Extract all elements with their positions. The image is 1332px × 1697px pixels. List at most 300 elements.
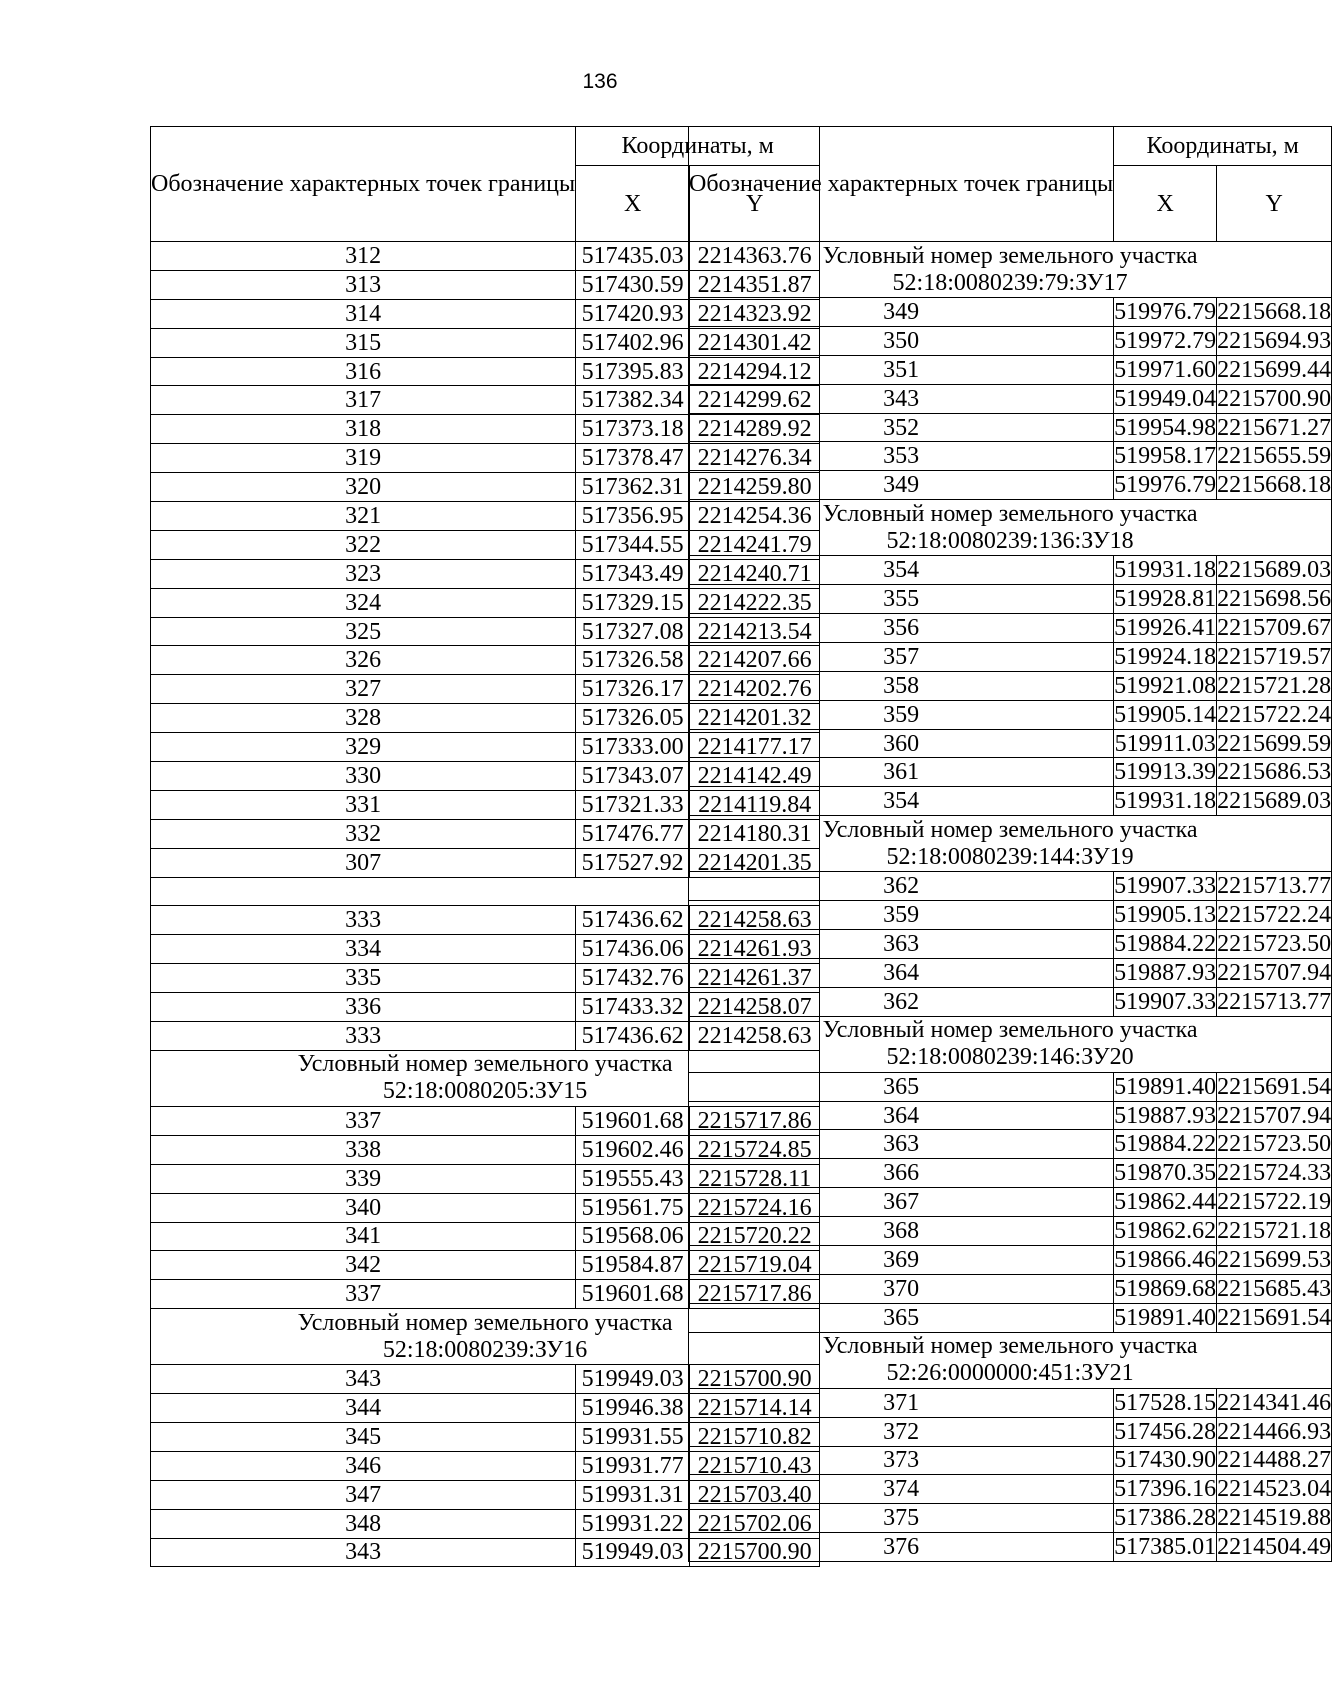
header-point-label: Обозначение характерных точек границы bbox=[151, 127, 576, 242]
cell-y: 2214341.46 bbox=[1217, 1389, 1332, 1416]
cell-y: 2215691.54 bbox=[1217, 1073, 1332, 1100]
cell-y: 2215714.14 bbox=[690, 1394, 820, 1423]
table-row bbox=[689, 1533, 1332, 1562]
cell-x: 519921.08 bbox=[1114, 672, 1217, 699]
table-row bbox=[689, 556, 1332, 585]
cell-y: 2215713.77 bbox=[1217, 873, 1332, 900]
cell-y: 2215709.67 bbox=[1217, 614, 1332, 641]
cell-point: 318 bbox=[151, 415, 576, 444]
cell-point: 312 bbox=[151, 242, 576, 271]
cell-x: 517344.55 bbox=[576, 530, 690, 559]
cell-y: 2214299.62 bbox=[690, 386, 820, 415]
cell-x: 517326.17 bbox=[576, 675, 690, 704]
cell-point: 338 bbox=[151, 1135, 576, 1164]
cell-point: 357 bbox=[689, 642, 1114, 671]
section-header-row bbox=[689, 1016, 1332, 1072]
cell-y: 2215707.94 bbox=[1217, 959, 1332, 986]
cell-y: 2215710.43 bbox=[690, 1451, 820, 1480]
cell-x: 519926.41 bbox=[1114, 614, 1217, 641]
cell-x: 519602.46 bbox=[576, 1135, 690, 1164]
section-header-row bbox=[689, 500, 1332, 556]
table-row bbox=[689, 1417, 1332, 1446]
cell-x: 517436.62 bbox=[576, 906, 690, 935]
cell-point: 360 bbox=[689, 729, 1114, 758]
cell-x: 517396.16 bbox=[1114, 1476, 1217, 1503]
cell-y: 2215722.19 bbox=[1217, 1189, 1332, 1216]
cell-point: 340 bbox=[151, 1193, 576, 1222]
cell-x: 519949.03 bbox=[576, 1365, 690, 1394]
cell-x: 519887.93 bbox=[1114, 959, 1217, 986]
section-header-row bbox=[689, 816, 1332, 872]
cell-y: 2214142.49 bbox=[690, 762, 820, 791]
table-row bbox=[689, 700, 1332, 729]
cell-x: 517433.32 bbox=[576, 993, 690, 1022]
cell-x: 517356.95 bbox=[576, 502, 690, 531]
table-row bbox=[689, 1388, 1332, 1417]
cell-y: 2214177.17 bbox=[690, 733, 820, 762]
cell-point: 366 bbox=[689, 1159, 1114, 1188]
cell-point: 363 bbox=[689, 930, 1114, 959]
cell-y: 2214258.63 bbox=[690, 1022, 820, 1051]
cell-y: 2214289.92 bbox=[690, 415, 820, 444]
cell-y: 2214240.71 bbox=[690, 559, 820, 588]
table-row bbox=[689, 872, 1332, 901]
cell-point: 329 bbox=[151, 733, 576, 762]
cell-point: 316 bbox=[151, 357, 576, 386]
cell-x: 519905.14 bbox=[1114, 701, 1217, 728]
table-row bbox=[689, 987, 1332, 1016]
cell-point: 349 bbox=[689, 298, 1114, 327]
section-cadastral-number: 52:26:0000000:451:ЗУ21 bbox=[886, 1360, 1134, 1387]
header-coords-label: Координаты, м bbox=[576, 127, 820, 166]
header-x-label: X bbox=[576, 166, 690, 242]
cell-point: 362 bbox=[689, 987, 1114, 1016]
cell-point: 326 bbox=[151, 646, 576, 675]
cell-x: 517362.31 bbox=[576, 473, 690, 502]
cell-point: 350 bbox=[689, 326, 1114, 355]
cell-y: 2214207.66 bbox=[690, 646, 820, 675]
table-row bbox=[689, 1217, 1332, 1246]
cell-y: 2214519.88 bbox=[1217, 1505, 1332, 1532]
table-row bbox=[689, 413, 1332, 442]
cell-y: 2214301.42 bbox=[690, 328, 820, 357]
cell-x: 519568.06 bbox=[576, 1222, 690, 1251]
cell-point: 365 bbox=[689, 1072, 1114, 1101]
table-row bbox=[689, 1159, 1332, 1188]
cell-y: 2214119.84 bbox=[690, 790, 820, 819]
cell-x: 519905.13 bbox=[1114, 902, 1217, 929]
cell-point: 365 bbox=[689, 1303, 1114, 1332]
cell-x: 519862.44 bbox=[1114, 1189, 1217, 1216]
table-row bbox=[689, 671, 1332, 700]
cell-y: 2214222.35 bbox=[690, 588, 820, 617]
cell-x: 517343.07 bbox=[576, 762, 690, 791]
cell-x: 517386.28 bbox=[1114, 1505, 1217, 1532]
section-title: Условный номер земельного участка bbox=[822, 242, 1198, 269]
cell-x: 519931.18 bbox=[1114, 557, 1217, 584]
cell-y: 2215702.06 bbox=[690, 1509, 820, 1538]
cell-x: 517430.90 bbox=[1114, 1447, 1217, 1474]
cell-y: 2215689.03 bbox=[1217, 788, 1332, 815]
cell-point: 364 bbox=[689, 958, 1114, 987]
cell-x: 519931.22 bbox=[576, 1509, 690, 1538]
cell-point: 345 bbox=[151, 1422, 576, 1451]
cell-point: 337 bbox=[151, 1106, 576, 1135]
cell-x: 517527.92 bbox=[576, 848, 690, 877]
cell-point: 353 bbox=[689, 442, 1114, 471]
cell-x: 517343.49 bbox=[576, 559, 690, 588]
cell-x: 519949.03 bbox=[576, 1538, 690, 1567]
cell-y: 2215655.59 bbox=[1217, 443, 1332, 470]
cell-x: 517436.06 bbox=[576, 935, 690, 964]
cell-point: 370 bbox=[689, 1274, 1114, 1303]
cell-y: 2214504.49 bbox=[1217, 1534, 1332, 1561]
cell-point: 364 bbox=[689, 1101, 1114, 1130]
cell-y: 2215719.04 bbox=[690, 1251, 820, 1280]
cell-y: 2215724.16 bbox=[690, 1193, 820, 1222]
cell-point: 373 bbox=[689, 1446, 1114, 1475]
cell-y: 2215691.54 bbox=[1217, 1304, 1332, 1331]
cell-x: 519907.33 bbox=[1114, 873, 1217, 900]
cell-x: 519976.79 bbox=[1114, 472, 1217, 499]
table-row bbox=[689, 1188, 1332, 1217]
section-title: Условный номер земельного участка bbox=[822, 500, 1198, 527]
cell-x: 517395.83 bbox=[576, 357, 690, 386]
cell-y: 2214323.92 bbox=[690, 299, 820, 328]
cell-point: 324 bbox=[151, 588, 576, 617]
cell-y: 2214213.54 bbox=[690, 617, 820, 646]
cell-y: 2214201.35 bbox=[690, 848, 820, 877]
section-header bbox=[689, 242, 1332, 298]
table-row bbox=[689, 1303, 1332, 1332]
cell-point: 314 bbox=[151, 299, 576, 328]
cell-x: 519931.18 bbox=[1114, 788, 1217, 815]
cell-point: 346 bbox=[151, 1451, 576, 1480]
table-row bbox=[689, 1446, 1332, 1475]
table-row bbox=[689, 1274, 1332, 1303]
cell-point: 321 bbox=[151, 502, 576, 531]
header-coords-label: Координаты, м bbox=[1114, 127, 1332, 166]
cell-x: 519972.79 bbox=[1114, 327, 1217, 354]
cell-x: 519907.33 bbox=[1114, 988, 1217, 1015]
section-cadastral-number: 52:18:0080239:144:ЗУ19 bbox=[886, 843, 1134, 870]
table-row bbox=[689, 729, 1332, 758]
cell-x: 519584.87 bbox=[576, 1251, 690, 1280]
cell-point: 355 bbox=[689, 585, 1114, 614]
cell-y: 2215728.11 bbox=[690, 1164, 820, 1193]
cell-y: 2214180.31 bbox=[690, 819, 820, 848]
cell-x: 517430.59 bbox=[576, 270, 690, 299]
cell-x: 519911.03 bbox=[1114, 730, 1216, 757]
cell-x: 519958.17 bbox=[1114, 443, 1217, 470]
cell-point: 330 bbox=[151, 762, 576, 791]
cell-point: 369 bbox=[689, 1246, 1114, 1275]
cell-point: 359 bbox=[689, 700, 1114, 729]
cell-point: 367 bbox=[689, 1188, 1114, 1217]
cell-point: 313 bbox=[151, 270, 576, 299]
cell-x: 519946.38 bbox=[576, 1394, 690, 1423]
cell-x: 517420.93 bbox=[576, 299, 690, 328]
cell-x: 519887.93 bbox=[1114, 1102, 1217, 1129]
table-row bbox=[689, 471, 1332, 500]
cell-y: 2215710.82 bbox=[690, 1422, 820, 1451]
cell-x: 519891.40 bbox=[1114, 1304, 1217, 1331]
cell-y: 2214261.93 bbox=[690, 935, 820, 964]
cell-point: 339 bbox=[151, 1164, 576, 1193]
cell-y: 2214258.07 bbox=[690, 993, 820, 1022]
cell-y: 2215699.53 bbox=[1217, 1246, 1332, 1273]
table-body-right bbox=[689, 242, 1332, 1562]
cell-point: 333 bbox=[151, 906, 576, 935]
cell-y: 2214466.93 bbox=[1217, 1418, 1332, 1445]
cell-point: 371 bbox=[689, 1388, 1114, 1417]
cell-point: 315 bbox=[151, 328, 576, 357]
cell-y: 2215722.24 bbox=[1217, 902, 1332, 929]
cell-y: 2215699.59 bbox=[1217, 730, 1332, 757]
cell-point: 333 bbox=[151, 1022, 576, 1051]
table-row bbox=[689, 1130, 1332, 1159]
cell-y: 2214259.80 bbox=[690, 473, 820, 502]
table-row bbox=[689, 642, 1332, 671]
table-row bbox=[689, 958, 1332, 987]
cell-y: 2215686.53 bbox=[1217, 759, 1332, 786]
cell-y: 2215700.90 bbox=[690, 1365, 820, 1394]
cell-point: 368 bbox=[689, 1217, 1114, 1246]
table-row bbox=[689, 1475, 1332, 1504]
cell-point: 372 bbox=[689, 1417, 1114, 1446]
cell-y: 2215671.27 bbox=[1217, 414, 1332, 441]
table-row bbox=[689, 298, 1332, 327]
section-cadastral-number: 52:18:0080239:136:ЗУ18 bbox=[886, 527, 1134, 554]
cell-x: 517327.08 bbox=[576, 617, 690, 646]
cell-x: 517402.96 bbox=[576, 328, 690, 357]
cell-x: 519862.62 bbox=[1114, 1218, 1217, 1245]
cell-point: 375 bbox=[689, 1504, 1114, 1533]
section-cadastral-number: 52:18:0080239:146:ЗУ20 bbox=[886, 1044, 1134, 1071]
cell-y: 2215713.77 bbox=[1217, 988, 1332, 1015]
cell-x: 517329.15 bbox=[576, 588, 690, 617]
cell-x: 519949.04 bbox=[1114, 385, 1217, 412]
section-cadastral-number: 52:18:0080239:ЗУ16 bbox=[382, 1336, 588, 1363]
cell-y: 2214261.37 bbox=[690, 964, 820, 993]
cell-y: 2214488.27 bbox=[1217, 1447, 1332, 1474]
section-cadastral-number: 52:18:0080205:ЗУ15 bbox=[382, 1078, 588, 1105]
cell-x: 519891.40 bbox=[1114, 1073, 1217, 1100]
cell-x: 517435.03 bbox=[576, 242, 690, 271]
cell-point: 307 bbox=[151, 848, 576, 877]
cell-point: 376 bbox=[689, 1533, 1114, 1562]
cell-point: 322 bbox=[151, 530, 576, 559]
cell-x: 517476.77 bbox=[576, 819, 690, 848]
table-row bbox=[689, 1246, 1332, 1275]
table-row bbox=[689, 901, 1332, 930]
cell-x: 519884.22 bbox=[1114, 1131, 1217, 1158]
cell-x: 519601.68 bbox=[576, 1106, 690, 1135]
cell-x: 519555.43 bbox=[576, 1164, 690, 1193]
table-row bbox=[689, 930, 1332, 959]
cell-y: 2215700.90 bbox=[690, 1538, 820, 1567]
cell-x: 519954.98 bbox=[1114, 414, 1217, 441]
cell-y: 2215668.18 bbox=[1217, 298, 1332, 325]
cell-point: 328 bbox=[151, 704, 576, 733]
section-header-row bbox=[689, 242, 1332, 298]
header-y-label: Y bbox=[1217, 166, 1332, 242]
cell-point: 342 bbox=[151, 1251, 576, 1280]
header-point-label: Обозначение характерных точек границы bbox=[689, 127, 1114, 242]
cell-y: 2215722.24 bbox=[1217, 701, 1332, 728]
section-header bbox=[689, 816, 1332, 872]
cell-y: 2215721.18 bbox=[1217, 1218, 1332, 1245]
table-row bbox=[689, 326, 1332, 355]
cell-point: 351 bbox=[689, 355, 1114, 384]
cell-point: 332 bbox=[151, 819, 576, 848]
section-cadastral-number: 52:18:0080239:79:ЗУ17 bbox=[892, 269, 1128, 296]
cell-point: 317 bbox=[151, 386, 576, 415]
cell-y: 2215703.40 bbox=[690, 1480, 820, 1509]
cell-point: 331 bbox=[151, 790, 576, 819]
cell-point: 374 bbox=[689, 1475, 1114, 1504]
cell-point: 327 bbox=[151, 675, 576, 704]
cell-y: 2215700.90 bbox=[1217, 385, 1332, 412]
cell-x: 519971.60 bbox=[1114, 356, 1217, 383]
cell-y: 2214523.04 bbox=[1217, 1476, 1332, 1503]
cell-y: 2215694.93 bbox=[1217, 327, 1332, 354]
cell-point: 362 bbox=[689, 872, 1114, 901]
cell-point: 343 bbox=[151, 1365, 576, 1394]
cell-point: 356 bbox=[689, 614, 1114, 643]
cell-x: 517373.18 bbox=[576, 415, 690, 444]
cell-x: 519931.31 bbox=[576, 1480, 690, 1509]
table-row bbox=[689, 1072, 1332, 1101]
cell-y: 2215699.44 bbox=[1217, 356, 1332, 383]
cell-x: 519913.39 bbox=[1114, 759, 1217, 786]
cell-y: 2214254.36 bbox=[690, 502, 820, 531]
cell-x: 519866.46 bbox=[1114, 1246, 1217, 1273]
cell-point: 359 bbox=[689, 901, 1114, 930]
cell-point: 344 bbox=[151, 1394, 576, 1423]
table-row bbox=[689, 1504, 1332, 1533]
cell-y: 2215717.86 bbox=[690, 1106, 820, 1135]
table-row bbox=[689, 585, 1332, 614]
cell-x: 517528.15 bbox=[1114, 1389, 1217, 1416]
table-row bbox=[689, 1101, 1332, 1130]
cell-x: 519869.68 bbox=[1114, 1275, 1217, 1302]
table-row bbox=[689, 442, 1332, 471]
cell-x: 517321.33 bbox=[576, 790, 690, 819]
section-title: Условный номер земельного участка bbox=[822, 1017, 1198, 1044]
cell-x: 517326.58 bbox=[576, 646, 690, 675]
cell-y: 2215723.50 bbox=[1217, 930, 1332, 957]
cell-y: 2214276.34 bbox=[690, 444, 820, 473]
cell-y: 2214363.76 bbox=[690, 242, 820, 271]
cell-x: 517432.76 bbox=[576, 964, 690, 993]
cell-x: 519931.55 bbox=[576, 1422, 690, 1451]
table-row bbox=[689, 758, 1332, 787]
page-number: 136 bbox=[582, 70, 618, 93]
section-header bbox=[689, 1016, 1332, 1072]
header-x-label: X bbox=[1114, 166, 1217, 242]
table-row bbox=[689, 384, 1332, 413]
cell-x: 519924.18 bbox=[1114, 643, 1217, 670]
section-title: Условный номер земельного участка bbox=[822, 1333, 1198, 1360]
cell-x: 517436.62 bbox=[576, 1022, 690, 1051]
cell-x: 519928.81 bbox=[1114, 586, 1217, 613]
cell-x: 519870.35 bbox=[1114, 1160, 1217, 1187]
cell-point: 354 bbox=[689, 787, 1114, 816]
section-title: Условный номер земельного участка bbox=[297, 1309, 673, 1336]
cell-y: 2214294.12 bbox=[690, 357, 820, 386]
cell-x: 517333.00 bbox=[576, 733, 690, 762]
header-y-label: Y bbox=[690, 166, 820, 242]
cell-point: 347 bbox=[151, 1480, 576, 1509]
cell-y: 2215698.56 bbox=[1217, 586, 1332, 613]
cell-y: 2215717.86 bbox=[690, 1280, 820, 1309]
cell-y: 2214201.32 bbox=[690, 704, 820, 733]
cell-x: 517456.28 bbox=[1114, 1418, 1217, 1445]
section-header bbox=[689, 500, 1332, 556]
cell-y: 2215707.94 bbox=[1217, 1102, 1332, 1129]
cell-point: 343 bbox=[151, 1538, 576, 1567]
section-header bbox=[689, 1332, 1332, 1388]
section-title: Условный номер земельного участка bbox=[822, 816, 1198, 843]
table-row bbox=[689, 614, 1332, 643]
cell-point: 358 bbox=[689, 671, 1114, 700]
cell-point: 336 bbox=[151, 993, 576, 1022]
cell-y: 2214258.63 bbox=[690, 906, 820, 935]
cell-y: 2215719.57 bbox=[1217, 643, 1332, 670]
cell-point: 349 bbox=[689, 471, 1114, 500]
cell-y: 2215724.85 bbox=[690, 1135, 820, 1164]
cell-y: 2215721.28 bbox=[1217, 672, 1332, 699]
section-title: Условный номер земельного участка bbox=[297, 1051, 673, 1078]
cell-x: 519561.75 bbox=[576, 1193, 690, 1222]
cell-x: 517378.47 bbox=[576, 444, 690, 473]
cell-point: 352 bbox=[689, 413, 1114, 442]
cell-y: 2215723.50 bbox=[1217, 1131, 1332, 1158]
cell-x: 519884.22 bbox=[1114, 930, 1217, 957]
cell-point: 334 bbox=[151, 935, 576, 964]
section-header-row bbox=[689, 1332, 1332, 1388]
cell-point: 335 bbox=[151, 964, 576, 993]
cell-point: 319 bbox=[151, 444, 576, 473]
cell-y: 2215720.22 bbox=[690, 1222, 820, 1251]
cell-x: 517382.34 bbox=[576, 386, 690, 415]
cell-point: 337 bbox=[151, 1280, 576, 1309]
cell-y: 2215685.43 bbox=[1217, 1275, 1332, 1302]
cell-point: 343 bbox=[689, 384, 1114, 413]
cell-y: 2215668.18 bbox=[1217, 472, 1332, 499]
cell-point: 348 bbox=[151, 1509, 576, 1538]
cell-x: 517385.01 bbox=[1114, 1534, 1217, 1561]
cell-y: 2215724.33 bbox=[1217, 1160, 1332, 1187]
cell-x: 519976.79 bbox=[1114, 298, 1217, 325]
cell-y: 2214351.87 bbox=[690, 270, 820, 299]
cell-point: 361 bbox=[689, 758, 1114, 787]
cell-point: 323 bbox=[151, 559, 576, 588]
cell-point: 341 bbox=[151, 1222, 576, 1251]
cell-point: 363 bbox=[689, 1130, 1114, 1159]
cell-x: 519601.68 bbox=[576, 1280, 690, 1309]
cell-x: 517326.05 bbox=[576, 704, 690, 733]
cell-y: 2215689.03 bbox=[1217, 557, 1332, 584]
cell-x: 519931.77 bbox=[576, 1451, 690, 1480]
cell-point: 320 bbox=[151, 473, 576, 502]
cell-y: 2214241.79 bbox=[690, 530, 820, 559]
table-row bbox=[689, 787, 1332, 816]
cell-y: 2214202.76 bbox=[690, 675, 820, 704]
coordinates-table-right bbox=[688, 126, 1332, 1562]
table-row bbox=[689, 355, 1332, 384]
